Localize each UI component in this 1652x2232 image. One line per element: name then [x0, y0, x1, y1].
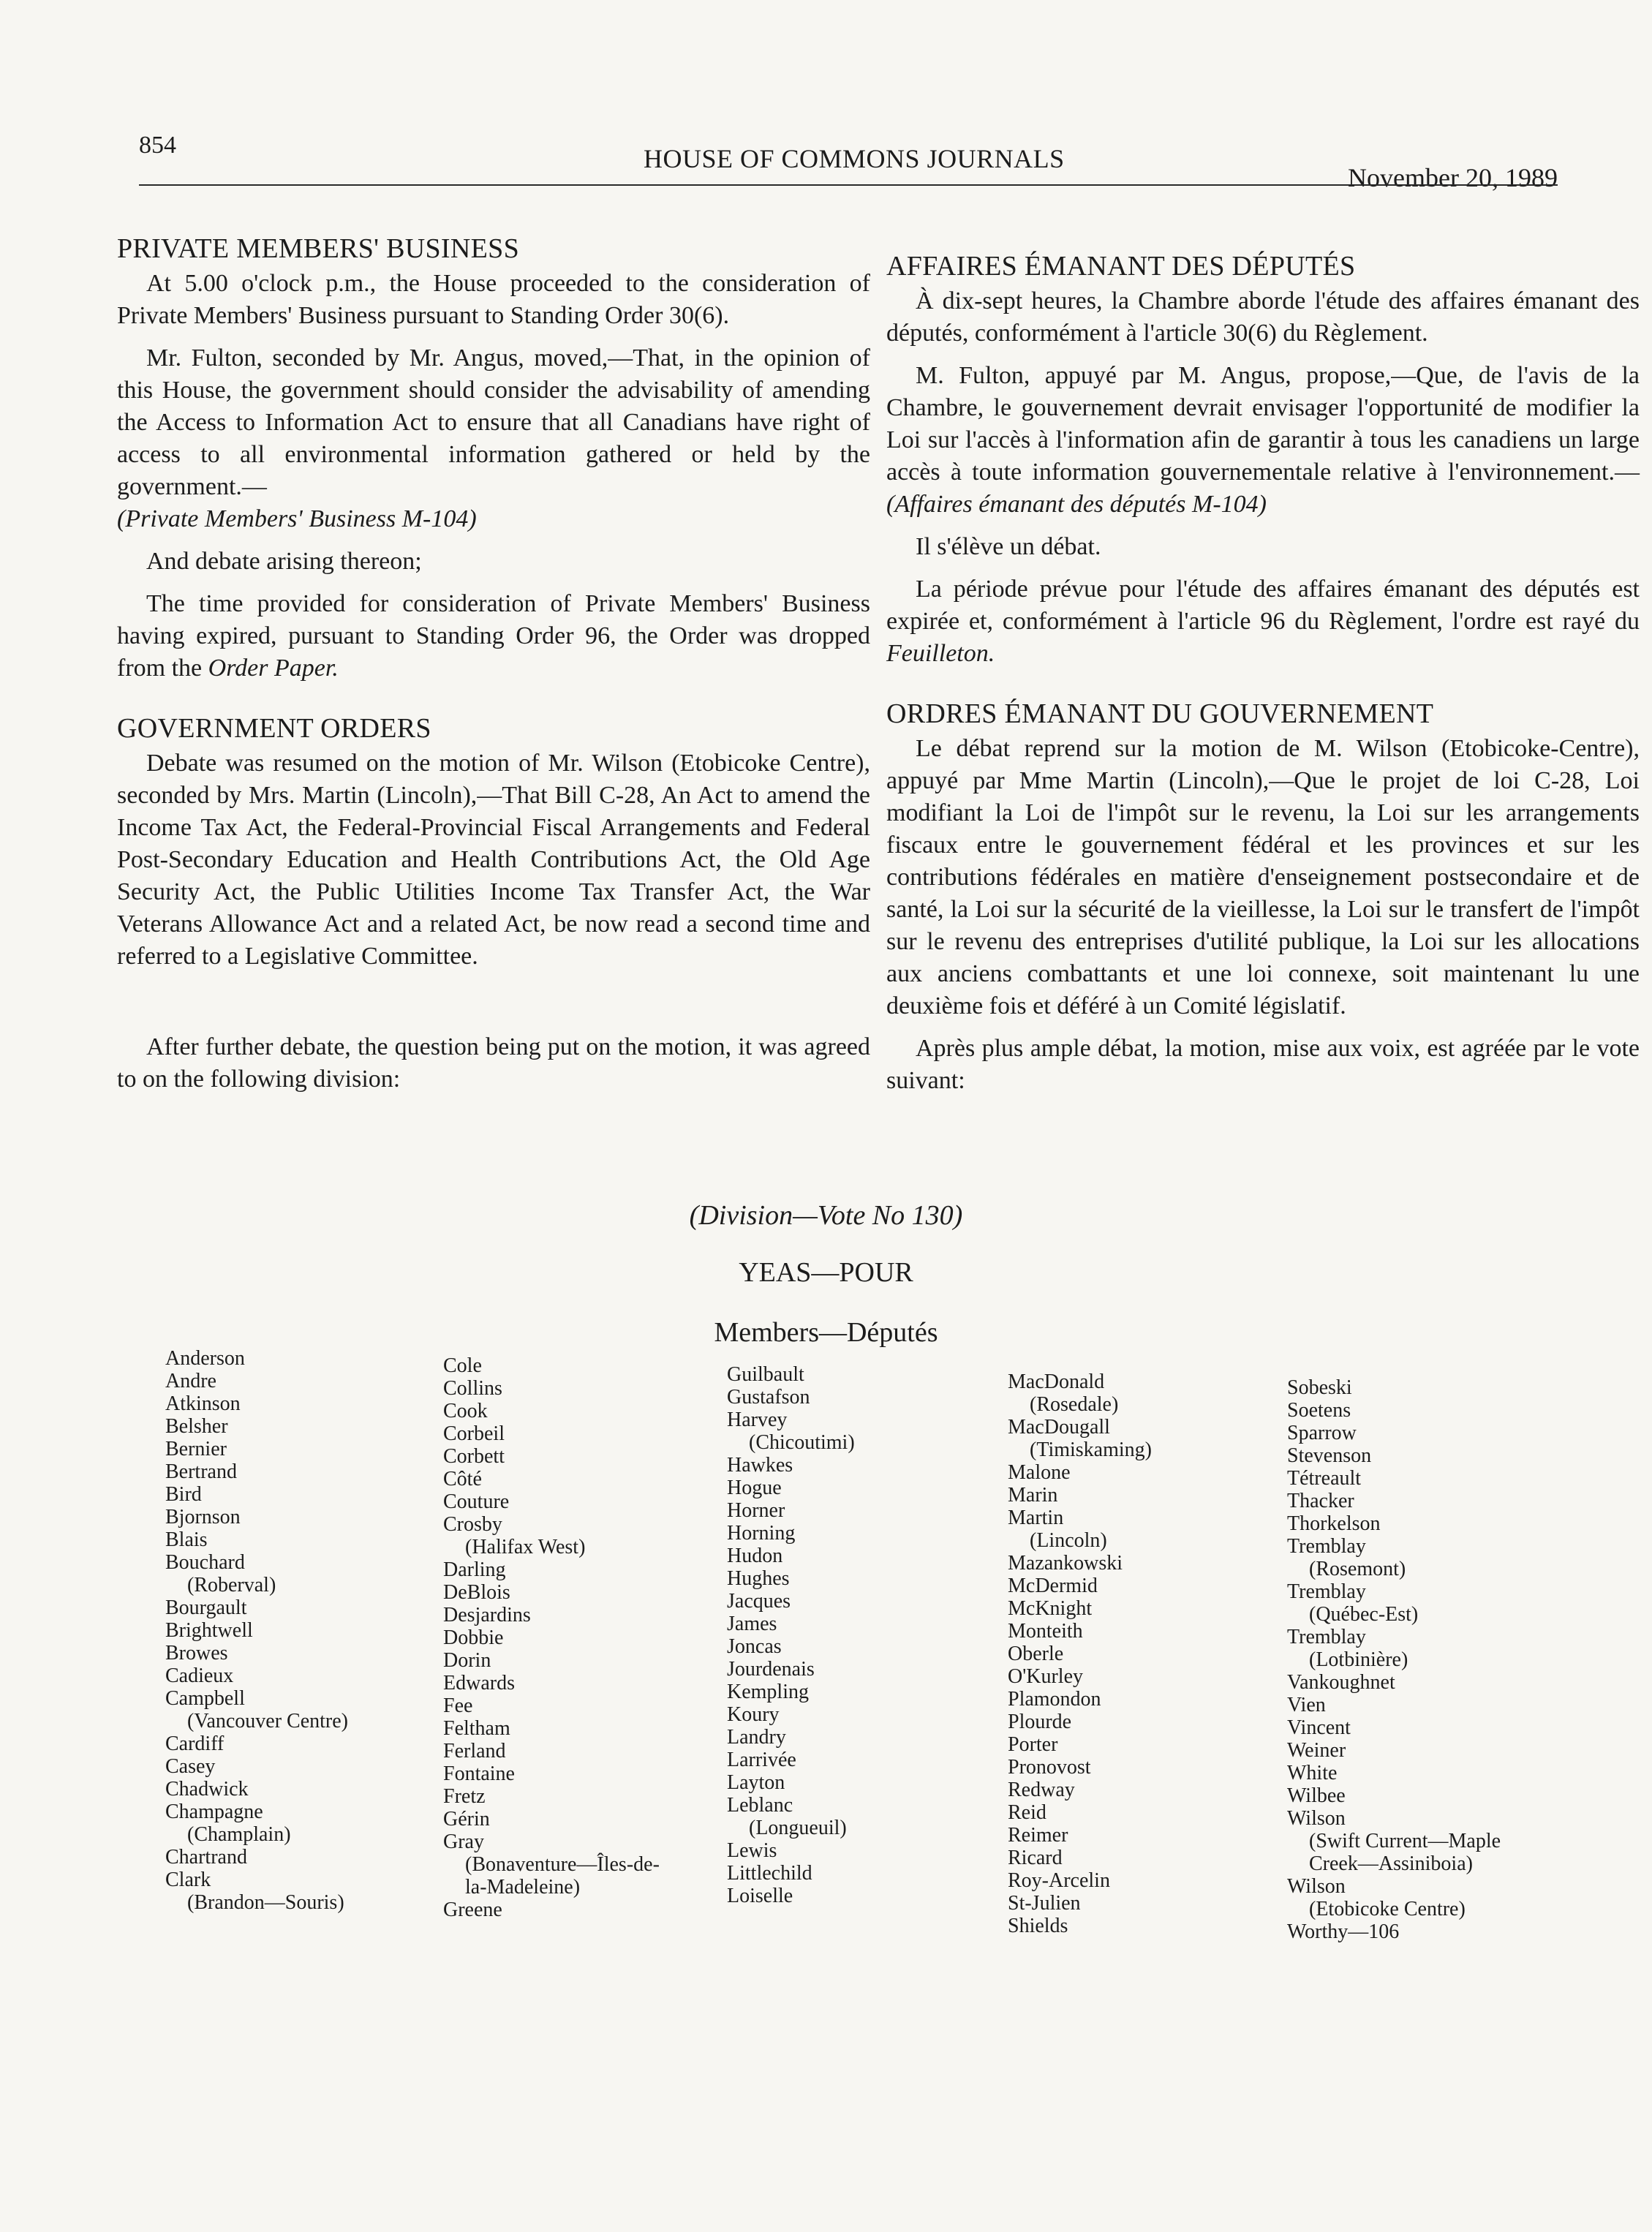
member-name: (Bonaventure—Îles-de-: [465, 1853, 660, 1876]
member-name: Littlechild: [727, 1862, 812, 1885]
member-name: Marin: [1008, 1484, 1058, 1507]
member-name: Bertrand: [165, 1460, 237, 1483]
journal-date: November 20, 1989: [1348, 163, 1558, 192]
member-name: Greene: [443, 1899, 502, 1921]
en-motion-ref: (Private Members' Business M-104): [117, 505, 477, 532]
member-name: White: [1287, 1762, 1338, 1784]
member-name: Vincent: [1287, 1716, 1351, 1739]
member-name: Vien: [1287, 1694, 1326, 1716]
member-name: Guilbault: [727, 1363, 804, 1386]
private-members-business-heading: PRIVATE MEMBERS' BUSINESS: [117, 233, 520, 264]
member-name: Layton: [727, 1771, 785, 1794]
member-name: Thacker: [1287, 1490, 1354, 1512]
member-name: (Vancouver Centre): [187, 1710, 349, 1733]
member-name: Fontaine: [443, 1762, 515, 1785]
member-name: (Québec-Est): [1309, 1603, 1419, 1626]
member-name: Feltham: [443, 1717, 510, 1740]
member-name: Gray: [443, 1831, 484, 1853]
member-name: DeBlois: [443, 1581, 510, 1604]
en-paragraph-2: [117, 342, 870, 535]
member-name: Malone: [1008, 1461, 1071, 1484]
member-name: (Halifax West): [465, 1536, 586, 1558]
en-paragraph-5: Debate was resumed on the motion of Mr. Wilson (Etobicoke Centre), seconded by Mrs. Martin (Lincoln),—That Bill C-28, An Act to amend the Income Tax Act, the Federal-Provincial Fiscal Arrangements and Federal Post-Secondary Education and Health Contributions Act, the Old Age Security Act, the Public Utilities Income Tax Transfer Act, the War Veterans Allowance Act and a related Act, be now read a second time and referred to a Legislative Committee.: [117, 750, 870, 970]
member-name: Tremblay: [1287, 1626, 1366, 1648]
member-name: MacDougall: [1008, 1416, 1110, 1439]
member-name: McDermid: [1008, 1575, 1098, 1597]
member-name: Hogue: [727, 1477, 782, 1499]
member-name: (Lotbinière): [1309, 1648, 1408, 1671]
members-heading: Members—Députés: [714, 1317, 938, 1348]
fr-motion-ref: (Affaires émanant des députés M-104): [886, 491, 1267, 518]
page-number: 854: [139, 132, 176, 159]
french-column: [886, 250, 1640, 1107]
member-name: Horner: [727, 1499, 785, 1522]
member-name: Sparrow: [1287, 1422, 1357, 1444]
member-name: Atkinson: [165, 1392, 241, 1415]
fr-paragraph-6: Après plus ample débat, la motion, mise aux voix, est agréée par le vote suivant:: [886, 1035, 1640, 1094]
member-name: Fretz: [443, 1785, 486, 1808]
header-rule: [139, 184, 1558, 186]
member-name: (Swift Current—Maple: [1309, 1830, 1501, 1852]
member-name: McKnight: [1008, 1597, 1093, 1620]
fr-paragraph-3: Il s'élève un débat.: [916, 533, 1101, 560]
member-name: Ricard: [1008, 1847, 1063, 1869]
member-name: Worthy—106: [1287, 1920, 1400, 1943]
member-name: Creek—Assiniboia): [1309, 1852, 1473, 1875]
member-name: (Roberval): [187, 1574, 276, 1596]
member-name: Couture: [443, 1490, 510, 1513]
member-name: Tremblay: [1287, 1580, 1366, 1603]
member-name: Redway: [1008, 1779, 1075, 1801]
member-name: Dorin: [443, 1649, 491, 1672]
member-name: Loiselle: [727, 1885, 793, 1907]
fr-paragraph-1: À dix-sept heures, la Chambre aborde l'étude des affaires émanant des députés, conformément à l'article 30(6) du Règlement.: [886, 287, 1640, 347]
member-name: Clark: [165, 1869, 211, 1891]
member-name: Tremblay: [1287, 1535, 1366, 1558]
member-name: Roy-Arcelin: [1008, 1869, 1110, 1892]
member-name: St-Julien: [1008, 1892, 1081, 1915]
member-name: Martin: [1008, 1507, 1064, 1529]
member-name: Edwards: [443, 1672, 515, 1694]
member-name: Bourgault: [165, 1596, 247, 1619]
member-name: Chartrand: [165, 1846, 247, 1869]
member-name: (Etobicoke Centre): [1309, 1898, 1466, 1920]
member-name: Larrivée: [727, 1749, 796, 1771]
member-name: Porter: [1008, 1733, 1058, 1756]
member-name: Chadwick: [165, 1778, 249, 1801]
member-name: Reimer: [1008, 1824, 1068, 1847]
member-name: (Brandon—Souris): [187, 1891, 344, 1914]
member-name: Stevenson: [1287, 1444, 1372, 1467]
member-name: Champagne: [165, 1801, 263, 1823]
member-name: Corbeil: [443, 1422, 505, 1445]
en-paragraph-6: After further debate, the question being put on the motion, it was agreed to on the following division:: [117, 1033, 870, 1093]
member-name: Hughes: [727, 1567, 790, 1590]
member-name: Ferland: [443, 1740, 506, 1762]
en-paragraph-1: At 5.00 o'clock p.m., the House proceeded to the consideration of Private Members' Business pursuant to Standing Order 30(6).: [117, 270, 870, 329]
member-name: Mazankowski: [1008, 1552, 1123, 1575]
names-column-5: [1287, 1376, 1501, 1943]
member-name: la-Madeleine): [465, 1876, 581, 1899]
member-name: Kempling: [727, 1681, 809, 1703]
member-name: (Timiskaming): [1030, 1439, 1152, 1461]
en-expiry-text: The time provided for consideration of Private Members' Business having expired, pursuant to Standing Order 96, the Order was dropped from the: [117, 590, 870, 682]
member-name: Cadieux: [165, 1664, 234, 1687]
en-paragraph-3: And debate arising thereon;: [146, 548, 422, 575]
member-name: Casey: [165, 1755, 216, 1778]
member-name: (Champlain): [187, 1823, 291, 1846]
member-name: Harvey: [727, 1409, 788, 1431]
member-name: Hudon: [727, 1545, 783, 1567]
yeas-heading: YEAS—POUR: [739, 1257, 913, 1288]
government-orders-heading: GOVERNMENT ORDERS: [117, 713, 431, 744]
member-name: Browes: [165, 1642, 228, 1664]
member-name: Belsher: [165, 1415, 228, 1438]
fr-paragraph-4: [886, 573, 1640, 670]
member-name: Joncas: [727, 1635, 782, 1658]
member-name: (Lincoln): [1030, 1529, 1107, 1552]
member-name: Anderson: [165, 1347, 245, 1370]
member-name: MacDonald: [1008, 1371, 1105, 1393]
member-name: Jourdenais: [727, 1658, 815, 1681]
fr-paragraph-5: Le débat reprend sur la motion de M. Wilson (Etobicoke-Centre), appuyé par Mme Martin (Lincoln),—Que le projet de loi C-28, Loi modifiant la Loi de l'impôt sur le revenu, la Loi sur les arrangements fiscaux entre le gouvernement fédéral et les provinces et sur les contributions fédérales en matière d'enseignement postsecondaire et de santé, la Loi sur la sécurité de la vieillesse, la Loi sur le transfert de l'impôt sur le revenu des entreprises d'utilité publique, la Loi sur les allocations aux anciens combattants et une loi connexe, soit maintenant lu une deuxième fois et déféré à un Comité législatif.: [886, 735, 1640, 1019]
fr-paragraph-2: [886, 360, 1640, 521]
member-name: Bouchard: [165, 1551, 245, 1574]
member-name: Crosby: [443, 1513, 502, 1536]
member-name: Leblanc: [727, 1794, 793, 1817]
member-name: Reid: [1008, 1801, 1046, 1824]
member-name: Koury: [727, 1703, 780, 1726]
member-name: Vankoughnet: [1287, 1671, 1395, 1694]
member-name: Darling: [443, 1558, 506, 1581]
member-name: Desjardins: [443, 1604, 531, 1626]
en-order-paper: Order Paper.: [208, 655, 339, 682]
fr-motion-text: M. Fulton, appuyé par M. Angus, propose,—Que, de l'avis de la Chambre, le gouvernement devrait envisager l'opportunité de modifier la Loi sur l'accès à l'information afin de garantir à tous les canadiens un large accès à toute information gouvernementale relative à l'environnement.—: [886, 362, 1640, 486]
member-name: Shields: [1008, 1915, 1068, 1937]
member-name: Wilson: [1287, 1807, 1346, 1830]
member-name: Pronovost: [1008, 1756, 1091, 1779]
ordres-emanant-heading: ORDRES ÉMANANT DU GOUVERNEMENT: [886, 698, 1434, 729]
journal-title: HOUSE OF COMMONS JOURNALS: [644, 144, 1065, 173]
member-name: Monteith: [1008, 1620, 1083, 1643]
member-name: Oberle: [1008, 1643, 1064, 1665]
english-column: [117, 233, 870, 1106]
en-motion-text: Mr. Fulton, seconded by Mr. Angus, moved,—That, in the opinion of this House, the government should consider the advisability of amending the Access to Information Act to ensure that all Canadians have right of access to all environmental information gathered or held by the government.—: [117, 344, 870, 500]
names-column-1: [165, 1347, 348, 1914]
names-column-4: [1008, 1371, 1152, 1937]
member-name: Lewis: [727, 1839, 777, 1862]
member-name: Bird: [165, 1483, 202, 1506]
page-header: [139, 124, 1558, 192]
member-name: (Rosemont): [1309, 1558, 1406, 1580]
names-column-3: [727, 1363, 855, 1907]
member-name: Brightwell: [165, 1619, 253, 1642]
member-name: Dobbie: [443, 1626, 504, 1649]
member-name: Bernier: [165, 1438, 227, 1460]
fr-feuilleton: Feuilleton.: [886, 640, 995, 667]
member-name: Wilbee: [1287, 1784, 1346, 1807]
member-name: Côté: [443, 1468, 482, 1490]
member-name: Hawkes: [727, 1454, 793, 1477]
member-name: Soetens: [1287, 1399, 1351, 1422]
member-name: Blais: [165, 1528, 208, 1551]
member-name: James: [727, 1613, 777, 1635]
member-name: Andre: [165, 1370, 216, 1392]
member-name: Campbell: [165, 1687, 245, 1710]
affaires-emanant-heading: AFFAIRES ÉMANANT DES DÉPUTÉS: [886, 251, 1356, 282]
member-name: Cole: [443, 1354, 482, 1377]
member-name: O'Kurley: [1008, 1665, 1084, 1688]
member-name: Horning: [727, 1522, 796, 1545]
division-title: (Division—Vote No 130): [689, 1200, 963, 1231]
member-name: Gustafson: [727, 1386, 810, 1409]
member-name: (Chicoutimi): [749, 1431, 855, 1454]
en-paragraph-4: [117, 588, 870, 685]
names-column-2: [443, 1354, 660, 1921]
member-name: Wilson: [1287, 1875, 1346, 1898]
member-name: Gérin: [443, 1808, 490, 1831]
member-name: Cook: [443, 1400, 488, 1422]
member-name: Plamondon: [1008, 1688, 1101, 1711]
member-name: Jacques: [727, 1590, 791, 1613]
member-name: Corbett: [443, 1445, 505, 1468]
member-name: Weiner: [1287, 1739, 1346, 1762]
member-name: Landry: [727, 1726, 786, 1749]
member-name: Plourde: [1008, 1711, 1072, 1733]
member-name: Fee: [443, 1694, 473, 1717]
member-name: (Longueuil): [749, 1817, 847, 1839]
member-name: Collins: [443, 1377, 502, 1400]
member-name: Cardiff: [165, 1733, 225, 1755]
member-name: Thorkelson: [1287, 1512, 1381, 1535]
fr-expiry-text: La période prévue pour l'étude des affaires émanant des députés est expirée et, conformément à l'article 96 du Règlement, l'ordre est rayé du: [886, 576, 1640, 635]
member-name: Tétreault: [1287, 1467, 1362, 1490]
member-name: Bjornson: [165, 1506, 241, 1528]
member-name: Sobeski: [1287, 1376, 1352, 1399]
member-name: (Rosedale): [1030, 1393, 1119, 1416]
